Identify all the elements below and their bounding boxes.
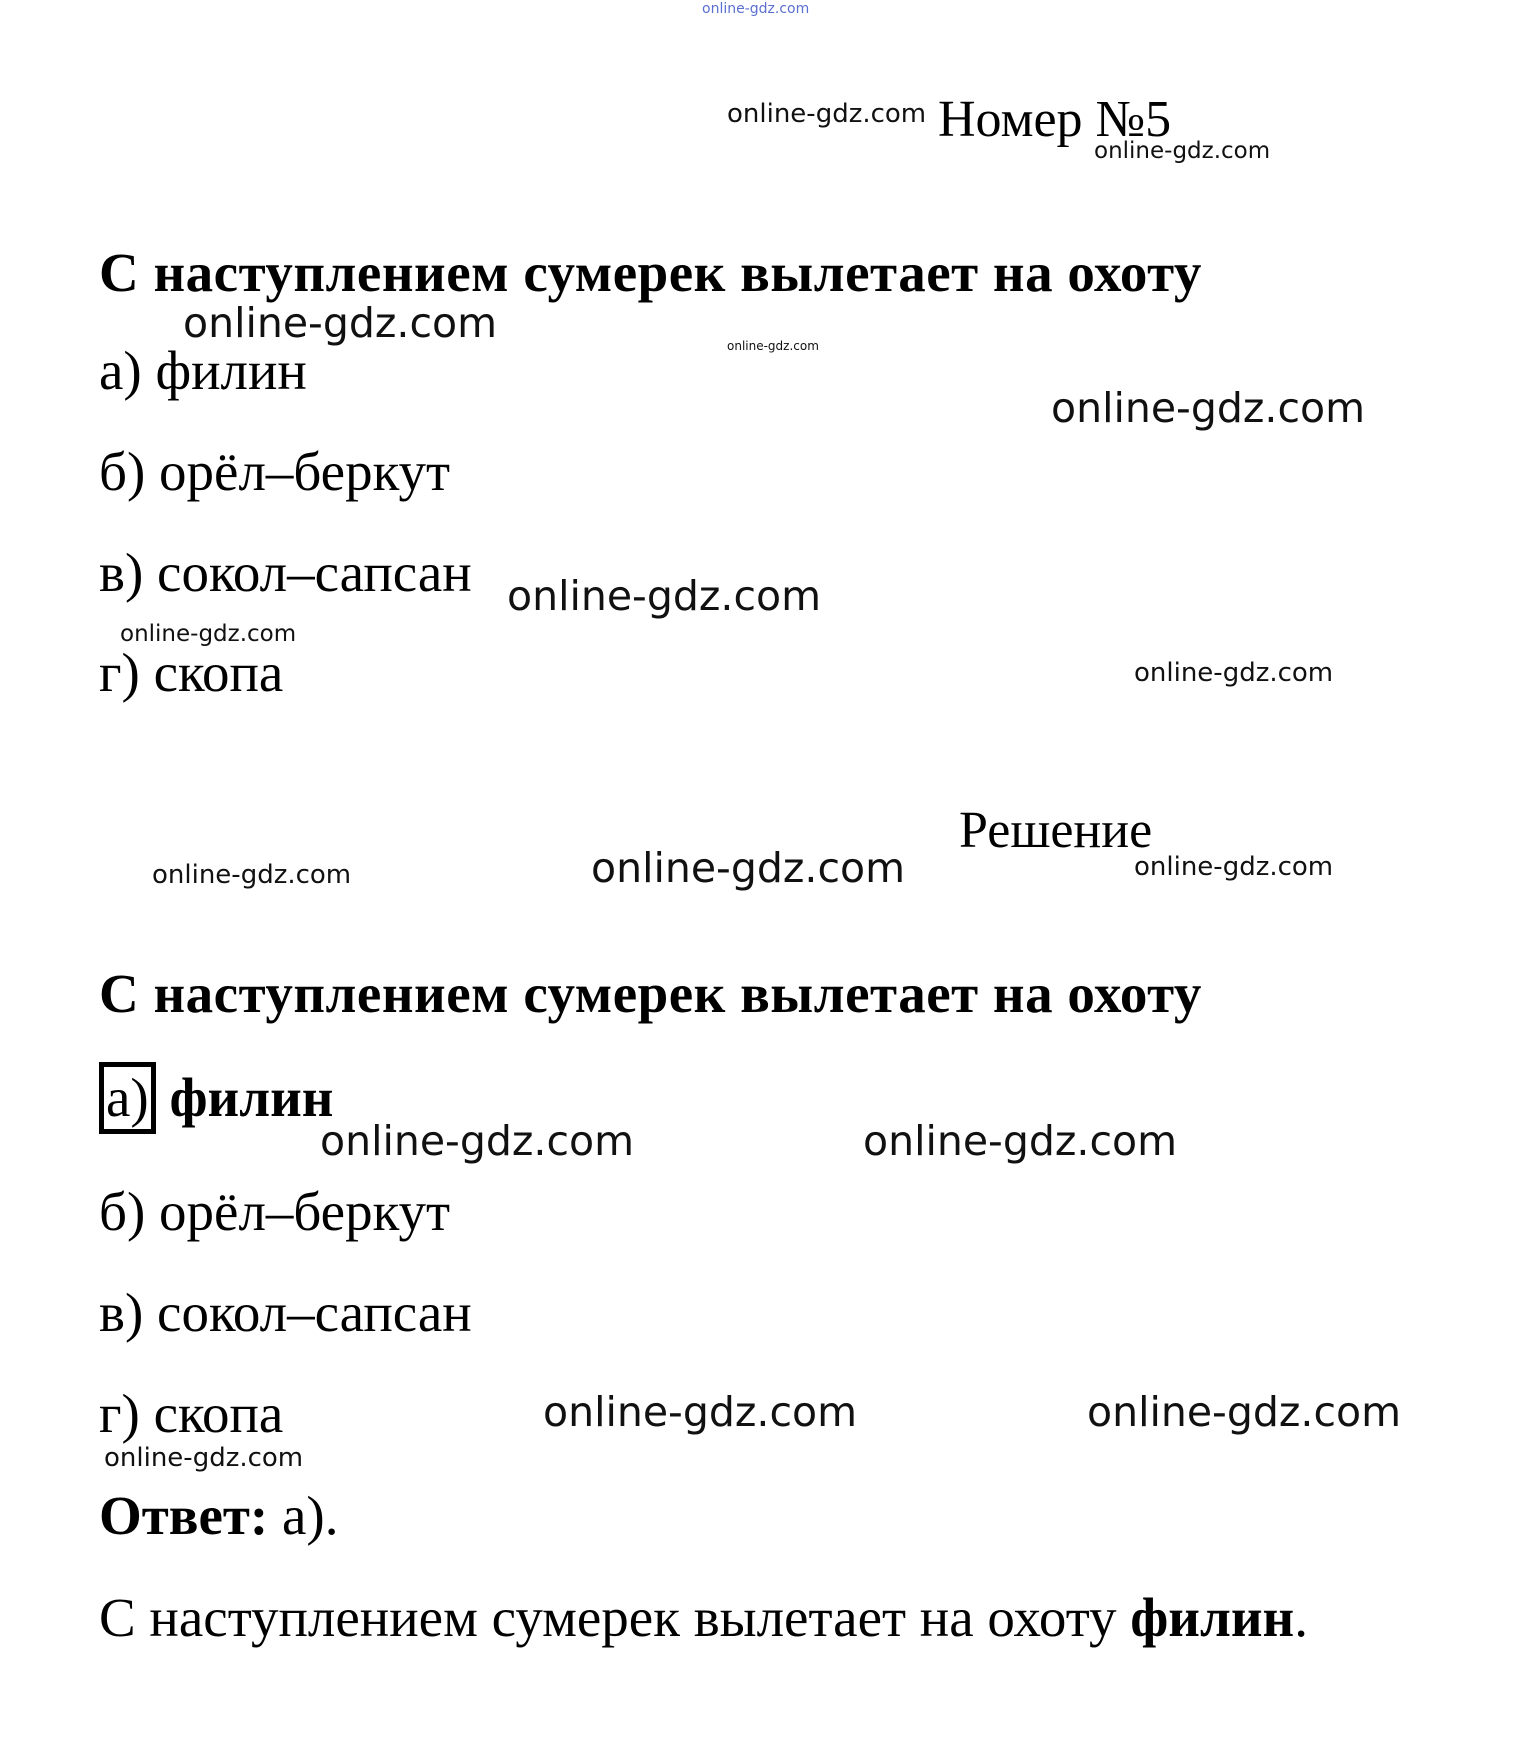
selected-answer-box: а) <box>99 1062 156 1134</box>
answer-value: а). <box>282 1485 339 1546</box>
task-question: С наступлением сумерек вылетает на охоту <box>99 242 1202 303</box>
conclusion-period: . <box>1294 1587 1308 1648</box>
conclusion-text: С наступлением сумерек вылетает на охоту <box>99 1587 1117 1648</box>
watermark: online-gdz.com <box>543 1388 858 1436</box>
solution-question: С наступлением сумерек вылетает на охоту <box>99 963 1202 1024</box>
selected-answer-word: филин <box>169 1067 334 1128</box>
solution-option-c: в) сокол–сапсан <box>99 1282 472 1343</box>
watermark: online-gdz.com <box>863 1117 1178 1165</box>
task-option-b: б) орёл–беркут <box>99 441 451 502</box>
watermark: online-gdz.com <box>1094 138 1271 164</box>
watermark: online-gdz.com <box>591 844 906 892</box>
watermark-top: online-gdz.com <box>702 1 810 17</box>
task-option-a: а) филин <box>99 340 307 401</box>
watermark: online-gdz.com <box>727 99 927 129</box>
watermark: online-gdz.com <box>1051 384 1366 432</box>
conclusion-answer-word: филин <box>1130 1587 1295 1648</box>
solution-option-d: г) скопа <box>99 1383 284 1444</box>
solution-heading: Решение <box>959 802 1153 859</box>
watermark: online-gdz.com <box>1134 852 1334 882</box>
watermark: online-gdz.com <box>507 572 822 620</box>
watermark: online-gdz.com <box>1134 658 1334 688</box>
answer-label: Ответ: <box>99 1485 269 1546</box>
task-option-d: г) скопа <box>99 642 284 703</box>
solution-option-a-selected <box>99 1062 333 1134</box>
watermark: online-gdz.com <box>152 860 352 890</box>
watermark: online-gdz.com <box>727 339 819 353</box>
watermark: online-gdz.com <box>104 1443 304 1473</box>
watermark: online-gdz.com <box>1087 1388 1402 1436</box>
watermark: online-gdz.com <box>320 1117 635 1165</box>
page-title: Номер №5 <box>938 91 1172 148</box>
conclusion-sentence <box>99 1587 1308 1648</box>
watermark: online-gdz.com <box>120 621 297 647</box>
solution-option-b: б) орёл–беркут <box>99 1181 451 1242</box>
watermark: online-gdz.com <box>183 299 498 347</box>
answer-line <box>99 1485 339 1546</box>
task-option-c: в) сокол–сапсан <box>99 542 472 603</box>
